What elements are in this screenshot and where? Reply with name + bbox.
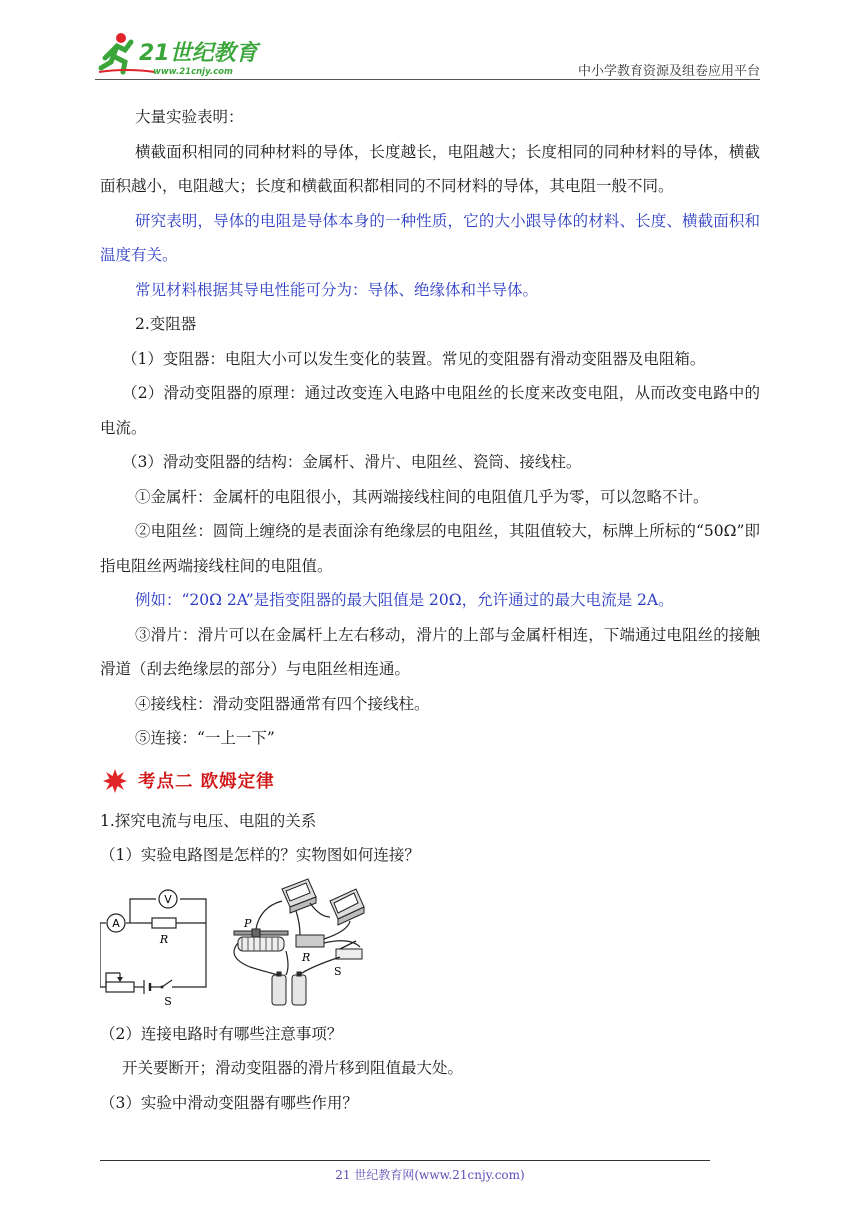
answer: 开关要断开；滑动变阻器的滑片移到阻值最大处。	[122, 1059, 464, 1077]
subheading: 2.变阻器	[135, 315, 197, 333]
section-title-text: 考点二 欧姆定律	[138, 772, 275, 792]
subheading: 1.探究电流与电压、电阻的关系	[100, 811, 317, 830]
svg-text:P: P	[244, 916, 252, 930]
svg-text:R: R	[302, 950, 311, 964]
footer-divider	[100, 1160, 710, 1161]
footer-text: 21 世纪教育网(www.21cnjy.com)	[335, 1168, 525, 1182]
circuit-diagram	[100, 887, 210, 1007]
paragraph-blue: 例如：“20Ω 2A”是指变阻器的最大阻值是 20Ω，允许通过的最大电流是 2A。	[135, 591, 674, 609]
paragraph: 横截面积相同的同种材料的导体，长度越长，电阻越大；长度相同的同种材料的导体，横截面积越小，电阻越大；长度和横截面积都相同的不同材料的导体，其电阻一般不同。	[100, 142, 760, 195]
main-content	[100, 100, 760, 1120]
header-divider	[95, 79, 760, 80]
svg-text:R: R	[159, 932, 169, 946]
question: （3）实验中滑动变阻器有哪些作用？	[100, 1093, 358, 1112]
paragraph: （2）滑动变阻器的原理：通过改变连入电路中电阻丝的长度来改变电阻，从而改变电路中的电流。	[100, 384, 760, 437]
paragraph: （1）变阻器：电阻大小可以发生变化的装置。常见的变阻器有滑动变阻器及电阻箱。	[122, 349, 706, 368]
page-header	[95, 28, 760, 80]
paragraph: 大量实验表明：	[135, 108, 244, 126]
logo-21cnjy	[95, 28, 265, 78]
paragraph: ③滑片：滑片可以在金属杆上左右移动，滑片的上部与金属杆相连，下端通过电阻丝的接触滑道（刮去绝缘层的部分）与电阻丝相连通。	[100, 625, 760, 678]
paragraph: ②电阻丝：圆筒上缠绕的是表面涂有绝缘层的电阻丝，其阻值较大，标牌上所标的“50Ω”即指电阻丝两端接线柱间的电阻值。	[100, 522, 760, 575]
question: （1）实验电路图是怎样的？实物图如何连接？	[100, 846, 420, 864]
paragraph: （3）滑动变阻器的结构：金属杆、滑片、电阻丝、瓷筒、接线柱。	[122, 453, 582, 471]
paragraph-blue: 常见材料根据其导电性能可分为：导体、绝缘体和半导体。	[135, 280, 539, 299]
svg-text:V: V	[164, 892, 172, 906]
svg-text:S: S	[164, 994, 172, 1007]
paragraph: ①金属杆：金属杆的电阻很小，其两端接线柱间的电阻值几乎为零，可以忽略不计。	[135, 487, 709, 506]
paragraph-blue: 研究表明，导体的电阻是导体本身的一种性质，它的大小跟导体的材料、长度、横截面积和温度有关。	[100, 211, 760, 264]
apparatus-drawing	[230, 877, 470, 1012]
question: （2）连接电路时有哪些注意事项？	[100, 1024, 343, 1043]
paragraph: ⑤连接：“一上一下”	[135, 729, 275, 747]
svg-text:A: A	[112, 916, 120, 930]
svg-text:www.21cnjy.com: www.21cnjy.com	[153, 67, 233, 77]
section-title	[100, 758, 760, 804]
svg-text:S: S	[334, 964, 342, 978]
header-platform-text: 中小学教育资源及组卷应用平台	[577, 64, 760, 79]
figures	[100, 877, 760, 1017]
paragraph: ④接线柱：滑动变阻器通常有四个接线柱。	[135, 694, 430, 713]
svg-text:21世纪教育: 21世纪教育	[139, 41, 258, 66]
burst-star-icon	[102, 768, 128, 794]
